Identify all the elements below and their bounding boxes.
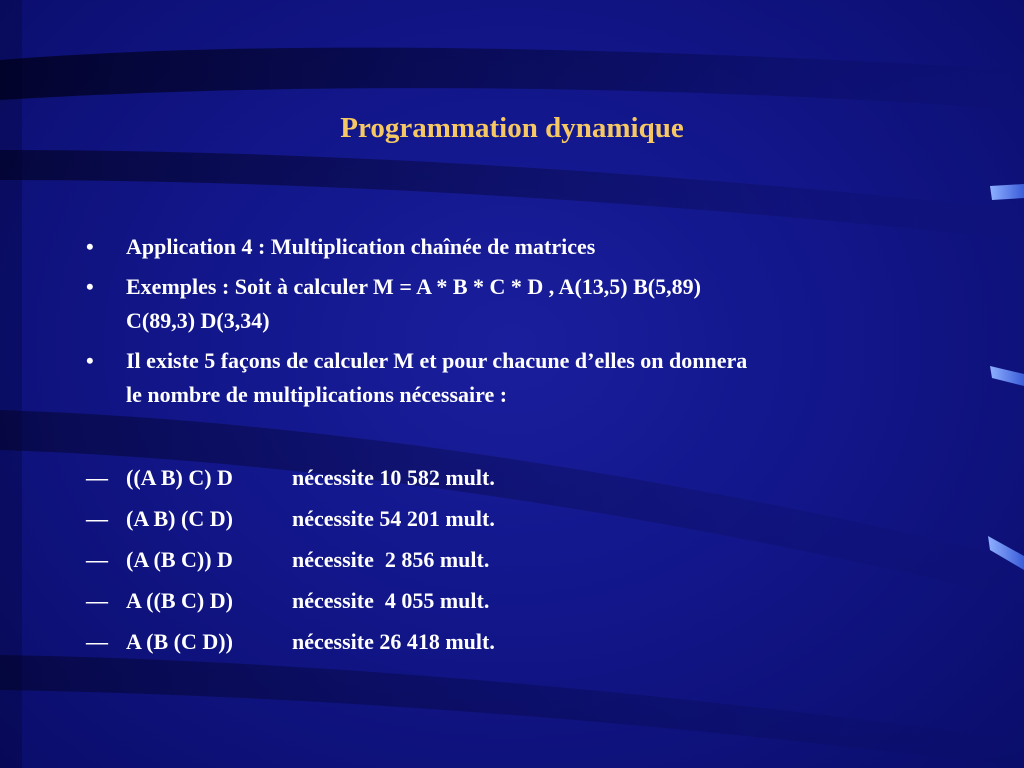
results-list	[86, 461, 686, 666]
bullet-dot: •	[86, 348, 94, 373]
result-expression: (A (B C)) D	[126, 547, 233, 572]
accent-tab	[990, 184, 1024, 200]
bullet-item	[86, 344, 946, 412]
result-row	[86, 461, 686, 502]
result-row	[86, 584, 686, 625]
dash: —	[86, 506, 108, 531]
dash: —	[86, 547, 108, 572]
result-row	[86, 625, 686, 666]
result-count: nécessite 54 201 mult.	[292, 506, 495, 531]
bullet-dot: •	[86, 274, 94, 299]
bullet-item	[86, 230, 946, 264]
slide-title: Programmation dynamique	[340, 112, 684, 144]
result-expression: ((A B) C) D	[126, 465, 233, 490]
result-row	[86, 543, 686, 584]
bullet-list	[86, 230, 946, 418]
bullet-text: le nombre de multiplications nécessaire :	[126, 382, 508, 407]
result-expression: (A B) (C D)	[126, 506, 233, 531]
result-row	[86, 502, 686, 543]
bullet-text: Exemples : Soit à calculer M = A * B * C * D , A(13,5) B(5,89)	[126, 274, 701, 299]
dash: —	[86, 629, 108, 654]
dash: —	[86, 465, 108, 490]
bullet-dot: •	[86, 234, 94, 259]
bullet-item	[86, 270, 946, 338]
result-expression: A (B (C D))	[126, 629, 233, 654]
bullet-text: C(89,3) D(3,34)	[126, 308, 270, 333]
dash: —	[86, 588, 108, 613]
bullet-text: Application 4 : Multiplication chaînée de matrices	[126, 234, 596, 259]
result-count: nécessite 2 856 mult.	[292, 547, 490, 572]
result-count: nécessite 26 418 mult.	[292, 629, 495, 654]
result-count: nécessite 10 582 mult.	[292, 465, 495, 490]
result-expression: A ((B C) D)	[126, 588, 233, 613]
bullet-text: Il existe 5 façons de calculer M et pour chacune d’elles on donnera	[126, 348, 748, 373]
accent-tab	[990, 366, 1024, 386]
result-count: nécessite 4 055 mult.	[292, 588, 490, 613]
